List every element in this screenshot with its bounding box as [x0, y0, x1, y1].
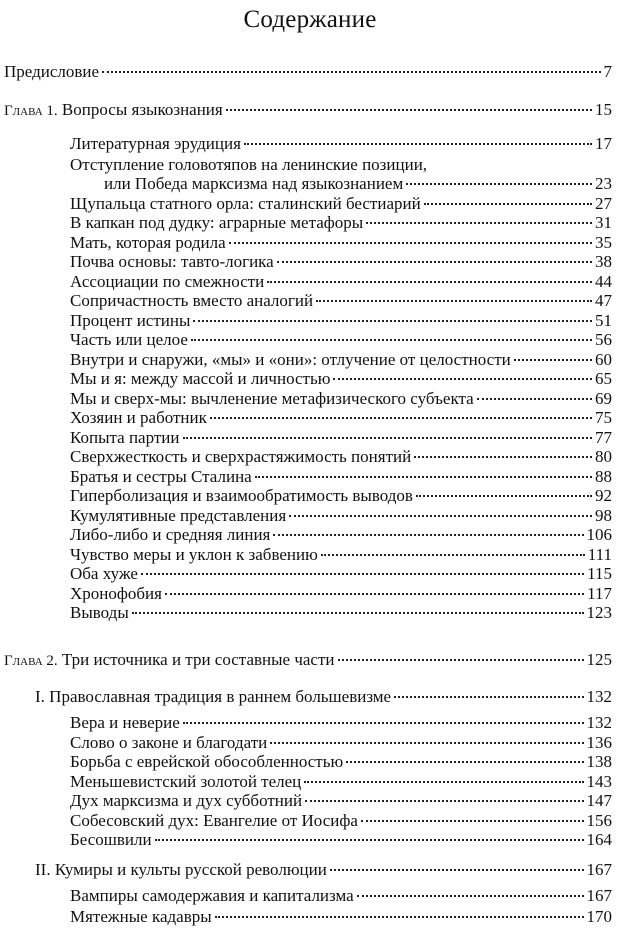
- toc-entry-page: 7: [603, 62, 612, 81]
- toc-entry-page: 17: [595, 134, 612, 153]
- toc-entry-label: Хронофобия: [70, 583, 162, 603]
- dot-leader: [305, 800, 583, 802]
- toc-entry-page: 23: [595, 174, 612, 193]
- page-title: Содержание: [243, 6, 377, 33]
- toc-entry-label: Почва основы: тавто-логика: [70, 252, 274, 271]
- toc-entry[interactable]: [70, 907, 612, 926]
- chapter-title: Вопросы языкознания: [61, 100, 223, 119]
- toc-entry-page: 77: [595, 427, 612, 447]
- dot-leader: [366, 222, 592, 224]
- toc-entry[interactable]: [70, 886, 612, 905]
- toc-entry-label: В капкан под дудку: аграрные метафоры: [70, 213, 364, 232]
- toc-entry-label: Мать, которая родила: [70, 232, 226, 252]
- toc-entry-label: Дух марксизма и дух субботний: [70, 791, 303, 810]
- toc-entry-label: Часть или целое: [70, 330, 188, 349]
- toc-entry-label: Щупальца статного орла: сталинский бестиарий: [70, 193, 421, 213]
- dot-leader: [514, 359, 592, 361]
- dot-leader: [477, 398, 592, 400]
- dot-leader: [210, 417, 592, 419]
- toc-entry[interactable]: [70, 252, 612, 271]
- toc-entry[interactable]: [70, 525, 612, 544]
- dot-leader: [406, 183, 592, 185]
- dot-leader: [255, 476, 592, 478]
- toc-entry[interactable]: [70, 311, 612, 330]
- toc-entry-page: 164: [586, 830, 612, 849]
- chapter-prefix: Глава 1.: [4, 103, 58, 119]
- toc-entry-label: Братья и сестры Сталина: [70, 466, 252, 486]
- toc-entry-page: 65: [595, 369, 612, 388]
- toc-entry-label: Мы и я: между массой и личностью: [70, 369, 331, 388]
- toc-chapter-1[interactable]: [4, 100, 612, 121]
- toc-entry-page: 60: [595, 349, 612, 369]
- dot-leader: [394, 696, 583, 698]
- toc-entry-page: 167: [586, 860, 612, 879]
- toc-entry[interactable]: [70, 134, 612, 153]
- dot-leader: [330, 869, 584, 871]
- section-title: II. Кумиры и культы русской революции: [35, 860, 327, 879]
- toc-entry[interactable]: [70, 772, 612, 791]
- toc-entry-page: 138: [586, 752, 612, 771]
- toc-entry-page: 147: [586, 791, 612, 810]
- toc-entry-page: 47: [595, 291, 612, 310]
- dot-leader: [321, 554, 585, 556]
- dot-leader: [244, 143, 592, 145]
- dot-leader: [346, 761, 583, 763]
- toc-entry-page: 156: [586, 810, 612, 830]
- toc-entry-page: 31: [595, 213, 612, 232]
- dot-leader: [141, 573, 584, 575]
- toc-entry[interactable]: [70, 545, 612, 564]
- toc-entry-wrapped-line: Отступление головотяпов на ленинские позиции,: [70, 155, 428, 174]
- toc-entry[interactable]: [70, 467, 612, 486]
- toc-entry[interactable]: [70, 213, 612, 232]
- toc-entry-label: Хозяин и работник: [70, 408, 207, 427]
- toc-entry[interactable]: [70, 603, 612, 622]
- dot-leader: [193, 320, 592, 322]
- toc-section-2[interactable]: [35, 860, 612, 879]
- toc-entry-page: 117: [587, 583, 612, 603]
- toc-entry[interactable]: [70, 811, 612, 830]
- toc-entry[interactable]: [70, 733, 612, 752]
- dot-leader: [165, 593, 584, 595]
- toc-entry-label: Мы и сверх-мы: вычленение метафизического субъекта: [70, 388, 474, 408]
- toc-entry-label: Выводы: [70, 603, 129, 622]
- toc-entry-page: 132: [586, 687, 612, 706]
- dot-leader: [267, 281, 592, 283]
- toc-entry-label: Процент истины: [70, 310, 191, 330]
- toc-entry[interactable]: [104, 174, 612, 193]
- toc-entry-page: 88: [595, 466, 612, 486]
- toc-entry-page: 80: [595, 447, 612, 466]
- toc-entry[interactable]: [70, 713, 612, 732]
- toc-entry[interactable]: [70, 330, 612, 349]
- dot-leader: [155, 839, 584, 841]
- toc-entry-label: Борьба с еврейской обособленностью: [70, 752, 344, 771]
- toc-entry[interactable]: [70, 233, 612, 252]
- toc-entry-page: 170: [586, 907, 612, 926]
- toc-entry-page: 15: [595, 100, 612, 119]
- dot-leader: [102, 71, 600, 73]
- toc-entry-page: 35: [595, 232, 612, 252]
- toc-entry-page: 75: [595, 408, 612, 427]
- toc-entry[interactable]: [70, 791, 612, 810]
- toc-entry-page: 115: [587, 564, 612, 583]
- toc-entry[interactable]: [70, 291, 612, 310]
- dot-leader: [333, 378, 592, 380]
- dot-leader: [226, 109, 592, 111]
- dot-leader: [229, 242, 592, 244]
- toc-chapter-2[interactable]: [4, 650, 612, 671]
- toc-entry[interactable]: [70, 584, 612, 603]
- toc-entry-page: 125: [586, 650, 612, 669]
- chapter-prefix: Глава 2.: [4, 653, 58, 669]
- toc-entry[interactable]: [70, 752, 612, 771]
- dot-leader: [270, 742, 583, 744]
- section-title: I. Православная традиция в раннем большевизме: [35, 687, 392, 706]
- toc-entry[interactable]: [70, 564, 612, 583]
- toc-entry[interactable]: [70, 369, 612, 388]
- toc-entry-label: Либо-либо и средняя линия: [70, 525, 271, 544]
- toc-entry[interactable]: [70, 194, 612, 213]
- toc-entry-label: Мятежные кадавры: [70, 907, 212, 926]
- toc-entry-label: Собесовский дух: Евангелие от Иосифа: [70, 810, 358, 830]
- toc-entry-page: 56: [595, 330, 612, 349]
- toc-entry-page: 92: [595, 486, 612, 505]
- toc-entry-label: Бесошвили: [70, 830, 152, 849]
- toc-entry-label: Ассоциации по смежности: [70, 271, 265, 291]
- toc-section-1[interactable]: [35, 687, 612, 706]
- dot-leader: [338, 659, 584, 661]
- toc-entry-label: Меньшевистский золотой телец: [70, 771, 302, 791]
- dot-leader: [361, 820, 584, 822]
- toc-entry-page: 51: [595, 310, 612, 330]
- toc-entry-page: 167: [586, 886, 612, 905]
- toc-entry-page: 44: [595, 271, 612, 291]
- dot-leader: [416, 495, 592, 497]
- toc-entry-label: Литературная эрудиция: [70, 134, 241, 153]
- toc-entry-label: Оба хуже: [70, 564, 138, 583]
- toc-entry[interactable]: [70, 350, 612, 369]
- dot-leader: [277, 261, 592, 263]
- toc-entry-label: Вампиры самодержавия и капитализма: [70, 886, 354, 905]
- dot-leader: [289, 515, 592, 517]
- toc-entry-label: Гиперболизация и взаимообратимость выводов: [70, 486, 413, 505]
- toc-entry[interactable]: [70, 408, 612, 427]
- toc-entry-page: 111: [587, 544, 612, 564]
- toc-entry-label: Кумулятивные представления: [70, 505, 287, 525]
- dot-leader: [183, 722, 584, 724]
- chapter-title: Три источника и три составные части: [61, 650, 335, 669]
- dot-leader: [191, 339, 592, 341]
- toc-entry-page: 143: [586, 771, 612, 791]
- toc-entry[interactable]: [70, 486, 612, 505]
- toc-entry-label: Сверхжесткость и сверхрастяжимость понятий: [70, 447, 412, 466]
- toc-entry[interactable]: [70, 830, 612, 849]
- toc-entry-label: Чувство меры и уклон к забвению: [70, 544, 318, 564]
- toc-entry-label: или Победа марксизма над языкознанием: [104, 174, 404, 193]
- toc-entry-label: Внутри и снаружи, «мы» и «они»: отлучение от целостности: [70, 349, 511, 369]
- toc-entry-page: 27: [595, 193, 612, 213]
- dot-leader: [132, 612, 584, 614]
- toc-entry-page: 123: [586, 603, 612, 622]
- toc-entry-page: 132: [586, 713, 612, 732]
- toc-entry-label: Слово о законе и благодати: [70, 732, 268, 752]
- toc-entry-preface[interactable]: [4, 62, 612, 81]
- toc-entry[interactable]: [70, 506, 612, 525]
- dot-leader: [273, 534, 583, 536]
- toc-entry-page: 136: [586, 732, 612, 752]
- dot-leader: [304, 781, 583, 783]
- toc-entry-page: 98: [595, 505, 612, 525]
- toc-entry-label: Предисловие: [4, 62, 100, 81]
- toc-entry-page: 38: [595, 252, 612, 271]
- dot-leader: [424, 203, 592, 205]
- toc-entry-label: Вера и неверие: [70, 713, 180, 732]
- toc-entry[interactable]: [70, 272, 612, 291]
- toc-entry-label: Сопричастность вместо аналогий: [70, 291, 314, 310]
- dot-leader: [316, 300, 592, 302]
- toc-entry-page: 106: [586, 525, 612, 544]
- dot-leader: [215, 916, 584, 918]
- toc-entry-page: 69: [595, 388, 612, 408]
- dot-leader: [357, 895, 584, 897]
- dot-leader: [414, 456, 592, 458]
- toc-entry[interactable]: [70, 428, 612, 447]
- toc-entry[interactable]: [70, 447, 612, 466]
- toc-entry-label: Копыта партии: [70, 427, 180, 447]
- toc-entry[interactable]: [70, 389, 612, 408]
- dot-leader: [183, 437, 593, 439]
